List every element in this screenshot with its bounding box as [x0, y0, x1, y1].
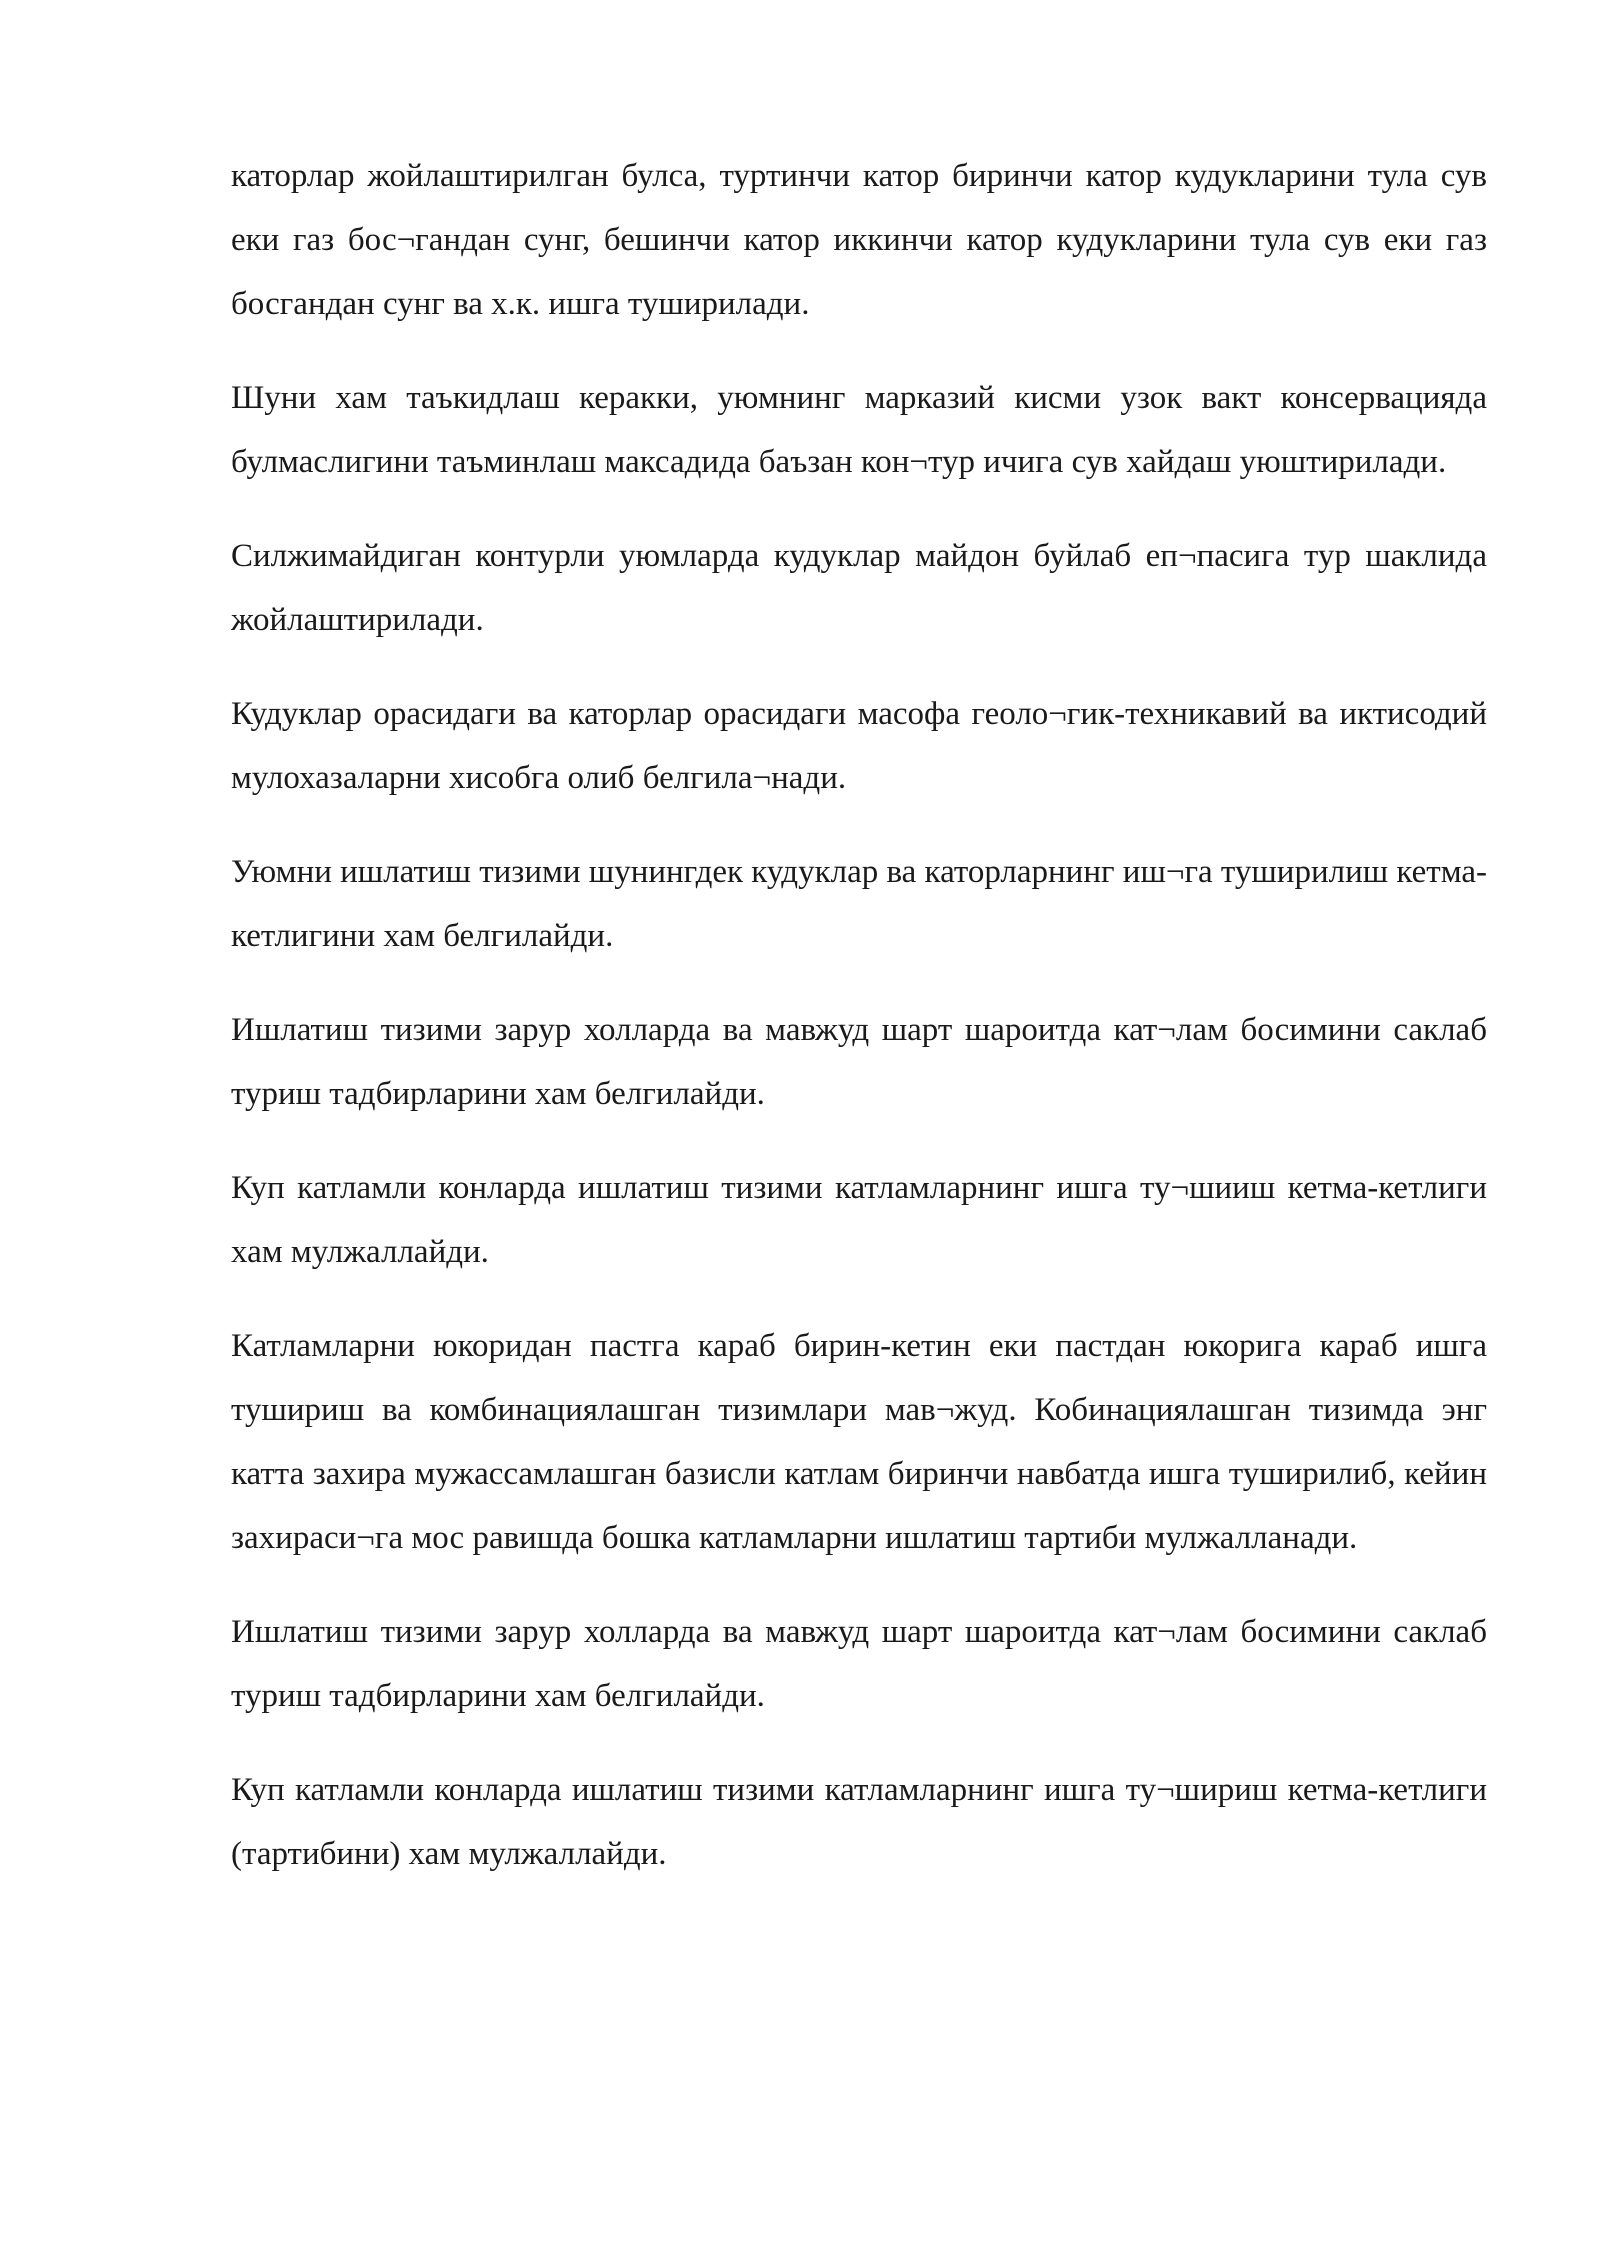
paragraph: Шуни хам таъкидлаш керакки, уюмнинг марказий кисми узок вакт консервацияда булмаслигини таъминлаш максадида баъзан кон¬тур ичига сув хайдаш уюштирилади.: [231, 380, 1487, 480]
paragraph: Катламларни юкоридан пастга караб бирин-кетин еки пастдан юкорига караб ишга тушириш ва комбинациялашган тизимлари мав¬жуд. Кобинациялашган тизимда энг катта захира мужассамлашган базисли катлам биринчи навбатда ишга туширилиб, кейин захираси¬га мос равишда бошка катламларни ишлатиш тартиби мулжалланади.: [231, 1328, 1487, 1556]
paragraph: каторлар жойлаштирилган булса, туртинчи катор биринчи катор кудукларини тула сув еки газ бос¬гандан сунг, бешинчи катор иккинчи катор кудукларини тула сув еки газ босгандан сунг ва х.к. ишга туширилади.: [231, 158, 1487, 322]
paragraph: Силжимайдиган контурли уюмларда кудуклар майдон буйлаб еп¬пасига тур шаклида жойлаштирилади.: [231, 538, 1487, 638]
document-body: [231, 144, 1487, 1886]
paragraph: Кудуклар орасидаги ва каторлар орасидаги масофа геоло¬гик-техникавий ва иктисодий мулохазаларни хисобга олиб белгила¬нади.: [231, 696, 1487, 796]
paragraph: Уюмни ишлатиш тизими шунингдек кудуклар ва каторларнинг иш¬га туширилиш кетма-кетлигини хам белгилайди.: [231, 854, 1487, 954]
paragraph: Куп катламли конларда ишлатиш тизими катламларнинг ишга ту¬шииш кетма-кетлиги хам мулжаллайди.: [231, 1170, 1487, 1270]
paragraph: Ишлатиш тизими зарур холларда ва мавжуд шарт шароитда кат¬лам босимини саклаб туриш тадбирларини хам белгилайди.: [231, 1012, 1487, 1112]
paragraph: Куп катламли конларда ишлатиш тизими катламларнинг ишга ту¬шириш кетма-кетлиги (тартибини) хам мулжаллайди.: [231, 1772, 1487, 1872]
paragraph: Ишлатиш тизими зарур холларда ва мавжуд шарт шароитда кат¬лам босимини саклаб туриш тадбирларини хам белгилайди.: [231, 1614, 1487, 1714]
